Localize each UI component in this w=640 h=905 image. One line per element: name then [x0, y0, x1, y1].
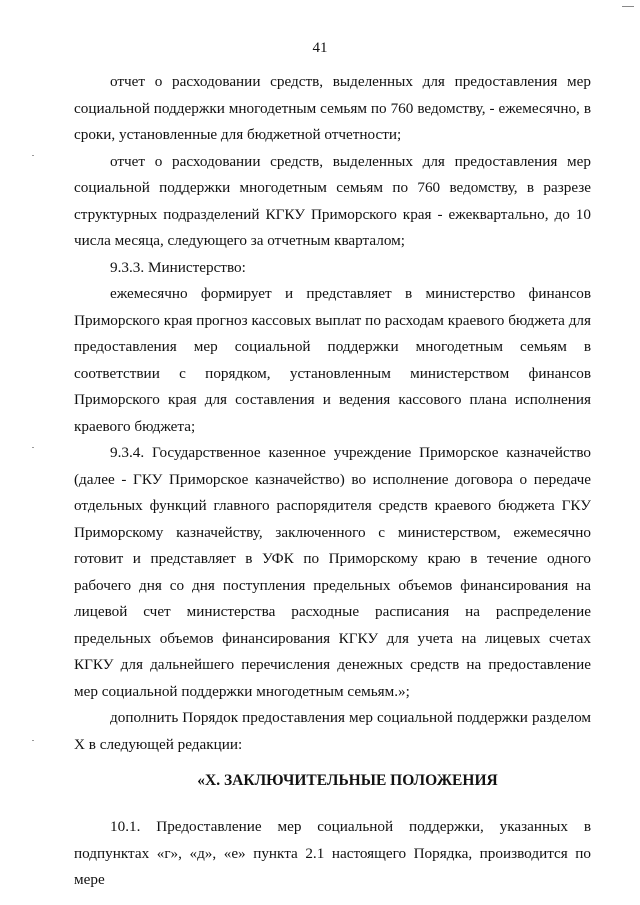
margin-tick: [32, 155, 34, 156]
scan-mark: [622, 6, 634, 7]
paragraph-expense-report-quarterly: отчет о расходовании средств, выделенных для предоставления мер социальной поддержки многодетным семьям по 760 ведомству, в разрезе структурных подразделений КГКУ Приморского края - ежеквартально, до 10 числа месяца, следующего за отчетным кварталом;: [74, 152, 591, 249]
margin-tick: [32, 447, 34, 448]
paragraph-10-1: 10.1. Предоставление мер социальной поддержки, указанных в подпунктах «г», «д», «е» пункта 2.1 настоящего Порядка, производится по мере: [74, 818, 591, 888]
margin-tick: [32, 740, 34, 741]
paragraph-ministry-forecast: ежемесячно формирует и представляет в министерство финансов Приморского края прогноз кассовых выплат по расходам краевого бюджета для предоставления мер социальной поддержки многодетным семьям в соответствии с порядком, установленным министерством финансов Приморского края для составления и ведения кассового плана исполнения краевого бюджета;: [74, 285, 591, 435]
document-body: [74, 69, 591, 894]
section-heading: «X. ЗАКЛЮЧИТЕЛЬНЫЕ ПОЛОЖЕНИЯ: [197, 772, 498, 789]
paragraph-treasury-duties: 9.3.4. Государственное казенное учреждение Приморское казначейство (далее - ГКУ Приморское казначейство) во исполнение договора о передаче отдельных функций главного распорядителя средств краевого бюджета ГКУ Приморскому казначейству, заключенного с министерством, ежемесячно готовит и представляет в УФК по Приморскому краю в течение одного рабочего дня со дня поступления предельных объемов финансирования на лицевой счет министерства расходные расписания на распределение предельных объемов финансирования КГКУ для учета на лицевых счетах КГКУ для дальнейшего перечисления денежных средств на предоставление мер социальной поддержки многодетным семьям.»;: [74, 444, 591, 700]
paragraph-ministry-heading: 9.3.3. Министерство:: [110, 258, 246, 276]
paragraph-amend-order: дополнить Порядок предоставления мер социальной поддержки разделом X в следующей редакции:: [74, 709, 591, 753]
paragraph-expense-report-monthly: отчет о расходовании средств, выделенных для предоставления мер социальной поддержки многодетным семьям по 760 ведомству, - ежемесячно, в сроки, установленные для бюджетной отчетности;: [74, 73, 591, 143]
page-number: 41: [312, 40, 328, 56]
